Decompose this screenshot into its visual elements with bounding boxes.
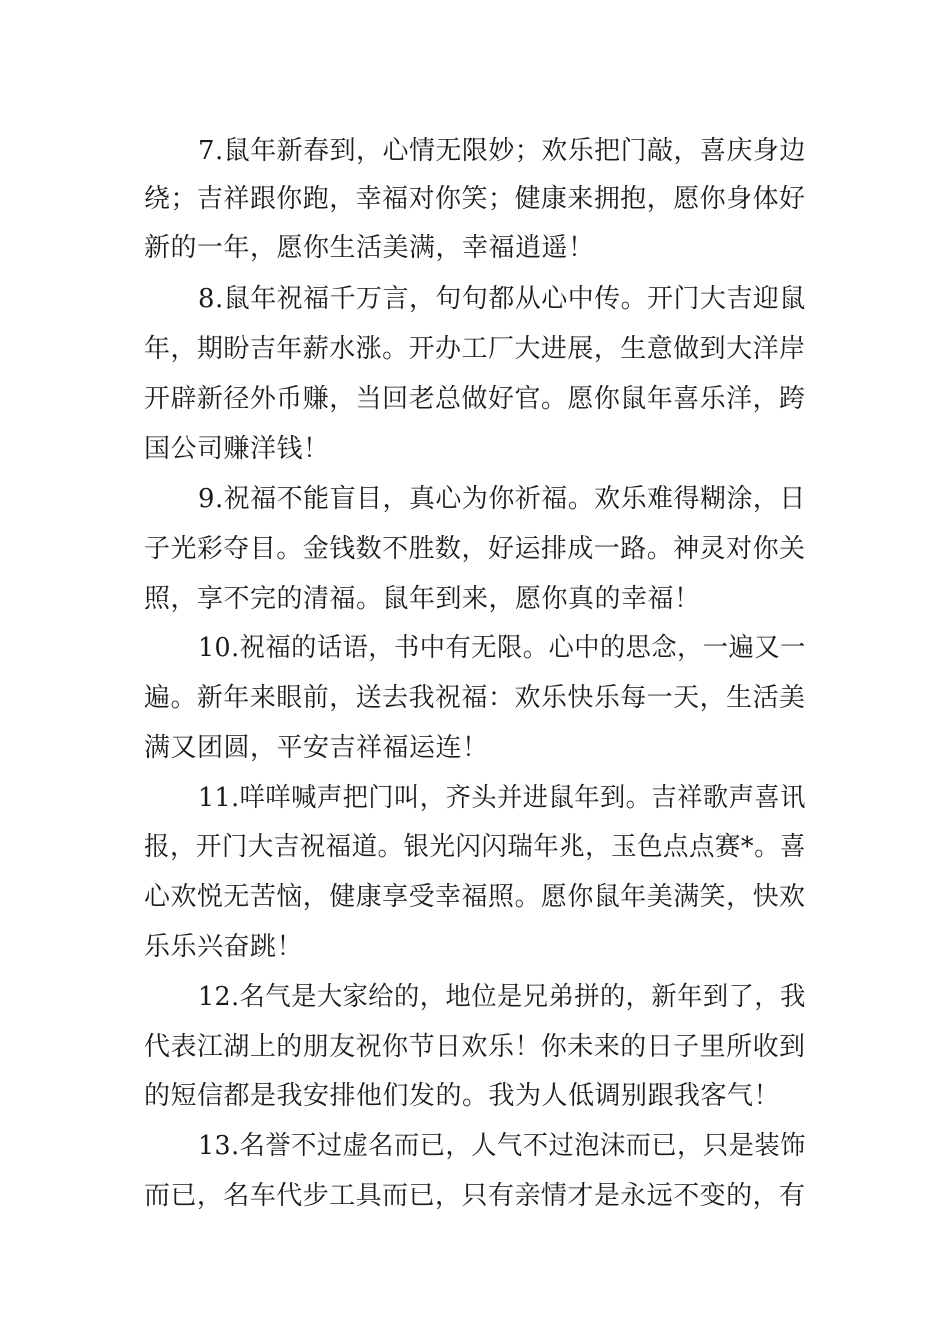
text-line: 13.名誉不过虚名而已，人气不过泡沫而已，只是装饰: [198, 1131, 806, 1161]
text-line: 11.咩咩喊声把门叫，齐头并进鼠年到。吉祥歌声喜讯: [198, 783, 806, 813]
text-line: 12.名气是大家给的，地位是兄弟拼的，新年到了，我: [198, 982, 806, 1012]
text-line: 代表江湖上的朋友祝你节日欢乐！你未来的日子里所收到: [144, 1032, 806, 1062]
text-line: 乐乐兴奋跳！: [144, 932, 304, 962]
text-line: 10.祝福的话语，书中有无限。心中的思念，一遍又一: [198, 633, 806, 663]
text-line: 子光彩夺目。金钱数不胜数，好运排成一路。神灵对你关: [144, 534, 806, 564]
text-line: 报，开门大吉祝福道。银光闪闪瑞年兆，玉色点点赛*。喜: [144, 832, 807, 862]
text-line: 7.鼠年新春到，心情无限妙；欢乐把门敲，喜庆身边: [198, 136, 806, 166]
text-line: 心欢悦无苦恼，健康享受幸福照。愿你鼠年美满笑，快欢: [144, 882, 806, 912]
text-line: 的短信都是我安排他们发的。我为人低调别跟我客气！: [144, 1081, 781, 1111]
text-line: 新的一年，愿你生活美满，幸福逍遥！: [144, 233, 595, 263]
text-line: 开辟新径外币赚，当回老总做好官。愿你鼠年喜乐洋，跨: [144, 384, 806, 414]
text-line: 而已，名车代步工具而已，只有亲情才是永远不变的，有: [144, 1181, 806, 1211]
text-line: 9.祝福不能盲目，真心为你祈福。欢乐难得糊涂，日: [198, 484, 806, 514]
text-line: 国公司赚洋钱！: [144, 434, 330, 464]
text-line: 遍。新年来眼前，送去我祝福：欢乐快乐每一天，生活美: [144, 683, 806, 713]
text-line: 绕；吉祥跟你跑，幸福对你笑；健康来拥抱，愿你身体好: [144, 184, 806, 214]
text-line: 照，享不完的清福。鼠年到来，愿你真的幸福！: [144, 584, 701, 614]
text-line: 8.鼠年祝福千万言，句句都从心中传。开门大吉迎鼠: [198, 284, 806, 314]
text-line: 年，期盼吉年薪水涨。开办工厂大进展，生意做到大洋岸: [144, 334, 806, 364]
text-line: 满又团圆，平安吉祥福运连！: [144, 733, 489, 763]
